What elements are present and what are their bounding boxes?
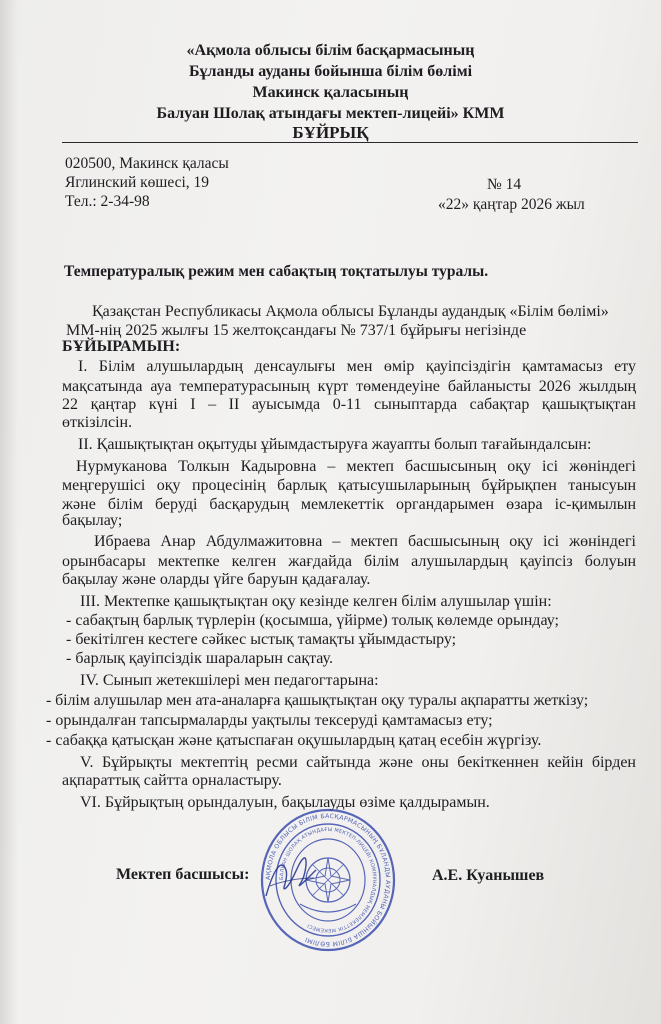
phone: Тел.: 2-34-98 [65, 193, 150, 210]
order-date: «22» қаңтар 2026 жыл [438, 196, 585, 213]
stamp-outer-text: АҚМОЛА ОБЛЫСЫ БІЛІМ БАСҚАРМАСЫНЫҢ БҰЛАНДЫ АУДАНЫ БОЙЫНША БІЛІМ БӨЛІМІ [264, 812, 392, 948]
basis-line-2: ММ-нің 2025 жылғы 15 желтоқсандағы № 737/1 бұйрығы негізінде [66, 322, 527, 339]
doc-type-title: БҰЙРЫҚ [292, 123, 369, 142]
section4-bullet-2: - орындалған тапсырмаларды уақтылы тексеруді қамтамасыз ету; [46, 712, 493, 729]
section2-p1-line-2: меңгерушісі оқу процесінің барлық қатысушыларының бұйрықпен танысуын [62, 477, 636, 494]
section5-line-1: V. Бұйрықты мектептің ресми сайтында және оны бекіткеннен кейін бірден [80, 754, 636, 771]
address-street: Яглинский көшесі, 19 [65, 174, 210, 191]
orders-heading: БҰЙЫРАМЫН: [62, 338, 181, 355]
section2-p1-line-1: Нурмуканова Толкын Кадыровна – мектеп басшысының оқу ісі жөніндегі [76, 458, 636, 475]
section2-p2-line-1: Ибраева Анар Абдулмажитовна – мектеп басшысының оқу ісі жөніндегі [94, 533, 636, 550]
section3-line-1: ІІІ. Мектепке қашықтықтан оқу кезінде келген білім алушылар үшін: [80, 593, 552, 610]
section4-bullet-3: - сабаққа қатысқан және қатыспаған оқушылардың қатаң есебін жүргізу. [46, 732, 542, 749]
header-line-4: Балуан Шолақ атындағы мектеп-лицейі» КММ [156, 105, 505, 122]
signature-name: А.Е. Куанышев [432, 867, 545, 884]
section2-p2-line-3: бақылау және оларды үйге баруын қадағалау. [62, 571, 371, 588]
header-line-1: «Ақмола облысы білім басқармасының [186, 42, 475, 59]
section3-bullet-1: - сабақтың барлық түрлерін (қосымша, үйірме) толық көлемде орындау; [66, 612, 559, 629]
section2-p2-line-2: орынбасары мектепке келген жағдайда білім алушылардың қауіпсіз болуын [62, 553, 636, 570]
section2-p1-line-3: және білім беруді басқарудың мемлекеттік органдарымен өзара іс-қимылын [62, 496, 636, 513]
section1-line-2: мақсатында ауа температурасының күрт төмендеуіне байланысты 2026 жылдың [62, 378, 636, 395]
header-rule [62, 142, 638, 143]
stamp-inner-text: БАЛУАН ШОЛАҚ АТЫНДАҒЫ МЕКТЕП-ЛИЦЕЙІ КОММУНАЛДЫҚ МЕМЛЕКЕТТІК МЕКЕМЕСІ [278, 826, 378, 934]
header-line-2: Бұланды ауданы бойынша білім бөлімі [188, 63, 473, 80]
section4-line-1: ІV. Сынып жетекшілері мен педагогтарына: [80, 672, 379, 689]
signature-position: Мектеп басшысы: [116, 866, 250, 883]
address-city: 020500, Макинск қаласы [65, 155, 229, 172]
section4-bullet-1: - білім алушылар мен ата-аналарға қашықтықтан оқу туралы ақпаратты жеткізу; [46, 692, 589, 709]
section5-line-2: ақпараттық сайтта орналастыру. [62, 772, 282, 789]
basis-line-1: Қазақстан Республикасы Ақмола облысы Бұланды аудандық «Білім бөлімі» [92, 303, 609, 320]
header-line-3: Макинск қаласының [252, 84, 409, 101]
section2-line-1: ІІ. Қашықтықтан оқытуды ұйымдастыруға жауапты болып тағайындалсын: [78, 436, 592, 453]
section1-line-4: өткізілсін. [62, 414, 133, 431]
section6-line-1: VI. Бұйрықтың орындалуын, бақылауды өзіме қалдырамын. [80, 794, 490, 811]
page-edge-shadow [0, 0, 18, 1024]
section1-line-3: 22 қаңтар күні І – ІІ ауысымда 0-11 сыныптарда сабақтар қашықтықтан [62, 396, 636, 413]
handwritten-signature [256, 848, 326, 908]
section2-p1-line-4: бақылау; [62, 512, 123, 529]
order-number: № 14 [487, 176, 522, 193]
order-title: Температуралық режим мен сабақтың тоқтатылуы туралы. [64, 263, 489, 280]
section3-bullet-3: - барлық қауіпсіздік шараларын сақтау. [66, 650, 333, 667]
section3-bullet-2: - бекітілген кестеге сәйкес ыстық тамақты ұйымдастыру; [66, 631, 457, 648]
section1-line-1: І. Білім алушылардың денсаулығы мен өмір қауіпсіздігін қамтамасыз ету [78, 358, 636, 375]
